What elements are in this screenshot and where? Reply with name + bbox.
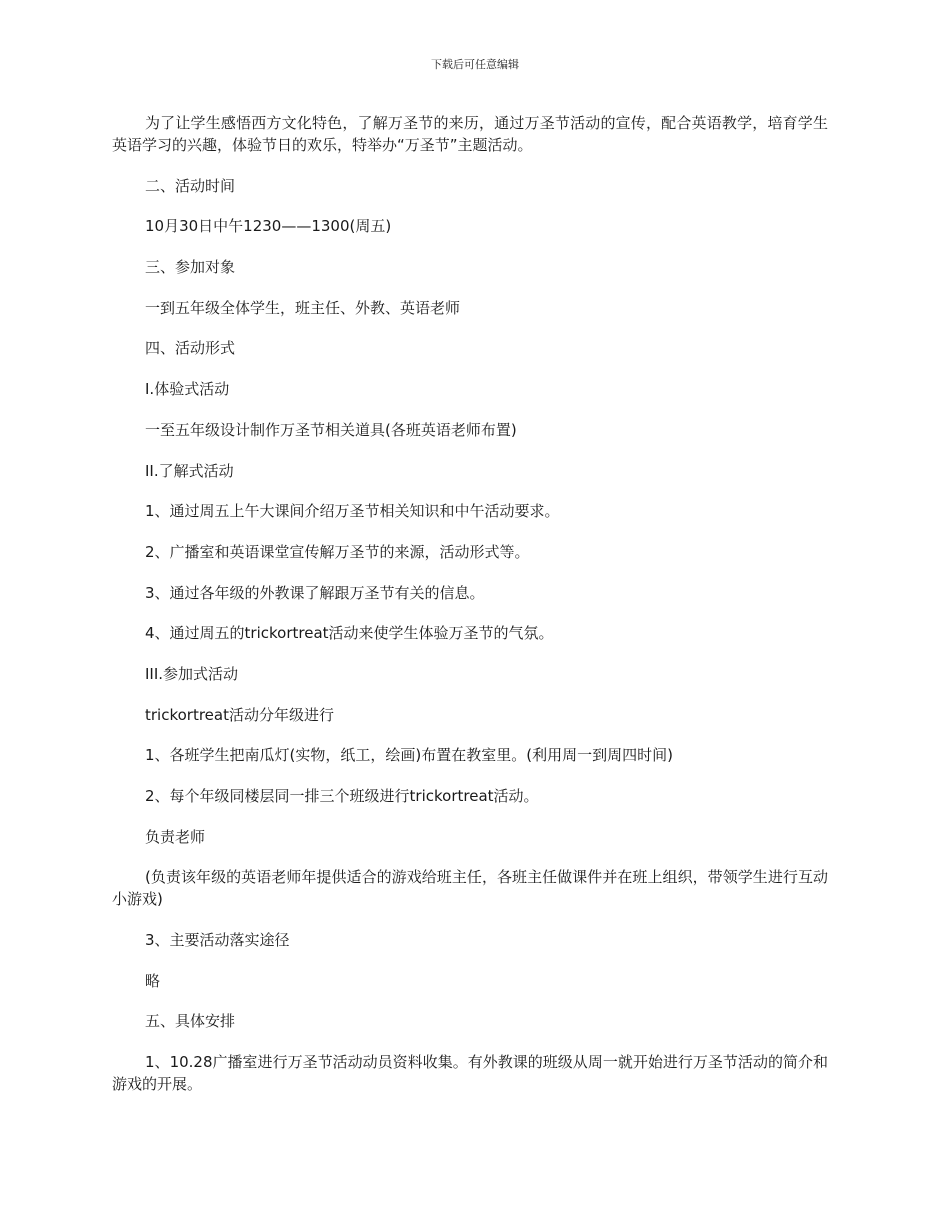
schedule-item-1: 1、10.28广播室进行万圣节活动动员资料收集。有外教课的班级从周一就开始进行万圣节活动的简介和游戏的开展。 <box>112 1053 828 1094</box>
document-body <box>112 112 828 1114</box>
subheading-participation: III.参加式活动 <box>145 664 239 683</box>
participation-item-1: 1、各班学生把南瓜灯(实物，纸工，绘画)布置在教室里。(利用周一到周四时间) <box>145 746 673 765</box>
learning-item-3: 3、通过各年级的外教课了解跟万圣节有关的信息。 <box>145 583 485 602</box>
page-header: 下载后可任意编辑 <box>431 58 519 71</box>
subheading-learning: II.了解式活动 <box>145 461 234 480</box>
section-heading-schedule: 五、具体安排 <box>145 1012 236 1031</box>
implementation-omitted: 略 <box>145 971 161 990</box>
responsible-teacher-heading: 负责老师 <box>145 827 206 846</box>
intro-paragraph: 为了让学生感悟西方文化特色，了解万圣节的来历，通过万圣节活动的宣传，配合英语教学，培育学生英语学习的兴趣，体验节日的欢乐，特举办“万圣节”主题活动。 <box>112 114 828 154</box>
section-heading-participants: 三、参加对象 <box>145 258 236 277</box>
section-heading-format: 四、活动形式 <box>145 339 236 358</box>
responsible-teacher-desc: (负责该年级的英语老师年提供适合的游戏给班主任，各班主任做课件并在班上组织，带领学生进行互动小游戏) <box>112 868 828 909</box>
learning-item-1: 1、通过周五上午大课间介绍万圣节相关知识和中午活动要求。 <box>145 502 560 521</box>
learning-item-2: 2、广播室和英语课堂宣传解万圣节的来源，活动形式等。 <box>145 542 530 561</box>
participants: 一到五年级全体学生，班主任、外教、英语老师 <box>145 298 461 317</box>
participation-item-2: 2、每个年级同楼层同一排三个班级进行trickortreat活动。 <box>145 787 539 805</box>
subheading-experience: I.体验式活动 <box>145 380 230 399</box>
learning-item-4: 4、通过周五的trickortreat活动来使学生体验万圣节的气氛。 <box>145 624 554 643</box>
experience-desc: 一至五年级设计制作万圣节相关道具(各班英语老师布置) <box>145 420 517 439</box>
activity-time: 10月30日中午1230——1300(周五) <box>145 217 392 236</box>
section-heading-time: 二、活动时间 <box>145 176 236 195</box>
implementation-heading: 3、主要活动落实途径 <box>145 931 290 950</box>
trick-or-treat-note: trickortreat活动分年级进行 <box>145 705 334 724</box>
